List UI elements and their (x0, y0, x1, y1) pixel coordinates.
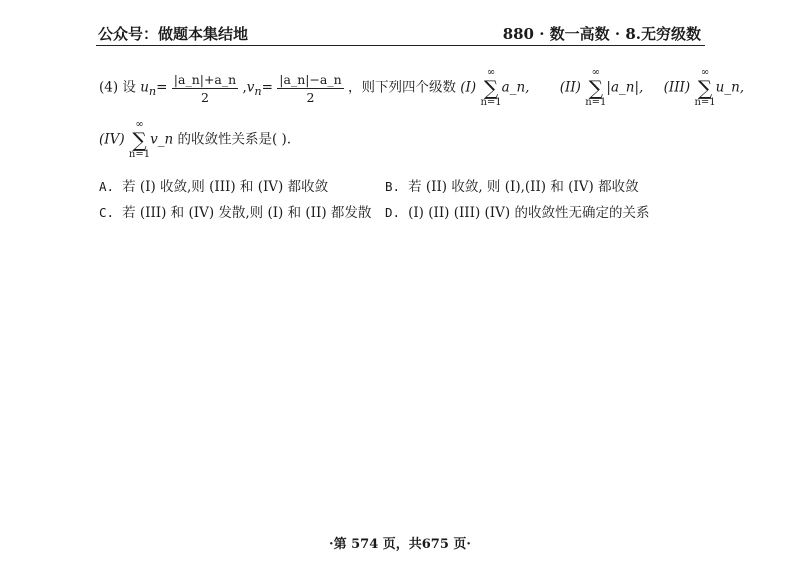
sum-sign-2: ∞ ∑ n=1 (585, 67, 607, 108)
question-number: (4) (99, 79, 119, 96)
header-divider (96, 45, 705, 46)
header-source: 公众号：做题本集结地 (98, 25, 249, 43)
option-c-letter: C. (99, 205, 115, 220)
option-a[interactable] (99, 175, 328, 195)
question-text-end: 的收敛性关系是( ). (177, 131, 292, 148)
sum-sign-4: ∞ ∑ n=1 (128, 119, 151, 160)
u-equals: = (156, 79, 168, 96)
option-a-letter: A. (99, 179, 115, 194)
series-2-term: |a_n|, (606, 79, 644, 96)
option-d-letter: D. (385, 205, 401, 220)
header-chapter: 880 · 数一高数 · 8.无穷级数 (502, 25, 701, 43)
v-subscript: n (254, 85, 262, 99)
question-block (99, 67, 745, 168)
option-c-text: 若 (III) 和 (IV) 发散,则 (I) 和 (II) 都发散 (122, 205, 372, 221)
question-line-2 (99, 120, 291, 160)
u-fraction (172, 71, 238, 106)
option-a-text: 若 (I) 收敛,则 (III) 和 (IV) 都收敛 (122, 179, 329, 195)
u-symbol: u (140, 79, 149, 96)
sum-sign-1: ∞ ∑ n=1 (480, 67, 502, 108)
v-fraction (277, 71, 343, 106)
series-4-term: v_n (150, 131, 174, 148)
u-subscript: n (148, 85, 157, 99)
series-3-term: u_n, (715, 79, 745, 96)
option-b-text: 若 (II) 收敛, 则 (I),(II) 和 (IV) 都收敛 (408, 179, 639, 195)
option-b-letter: B. (385, 179, 401, 194)
series-1-label: (I) (460, 79, 477, 96)
question-text-series: ，则下列四个级数 (347, 79, 456, 96)
option-d[interactable] (385, 201, 649, 221)
option-c[interactable] (99, 201, 371, 221)
question-line-1: (4) 设 $u_n=$ $\frac{|a\_n|+a\_n}{2}$ $,v_n=$ $\frac{|a\_n|-a\_n}{2}$ ，则下列四个级数 (I) ∞ ∑ n=1a_n, (II) ∞ ∑ n=1|a_n|, (III) ∞ ∑ n=1u_n, (99, 67, 745, 108)
series-2-label: (II) (559, 79, 581, 96)
question-text-set: 设 (122, 79, 136, 96)
u-numerator: |a_n|+a_n (173, 71, 237, 87)
series-1-term: a_n, (501, 79, 530, 96)
v-equals: = (261, 79, 273, 96)
option-b[interactable] (385, 175, 639, 195)
v-numerator: |a_n|−a_n (279, 71, 342, 87)
series-4-label: (IV) (99, 131, 125, 148)
u-denominator: 2 (201, 89, 209, 105)
v-denominator: 2 (306, 89, 315, 105)
page-footer: ·第 574 页，共675 页· (329, 537, 471, 552)
option-d-text: (I) (II) (III) (IV) 的收敛性无确定的关系 (408, 205, 650, 221)
sum-sign-3: ∞ ∑ n=1 (694, 67, 716, 108)
series-3-label: (III) (663, 79, 691, 96)
v-symbol: v (246, 79, 255, 96)
